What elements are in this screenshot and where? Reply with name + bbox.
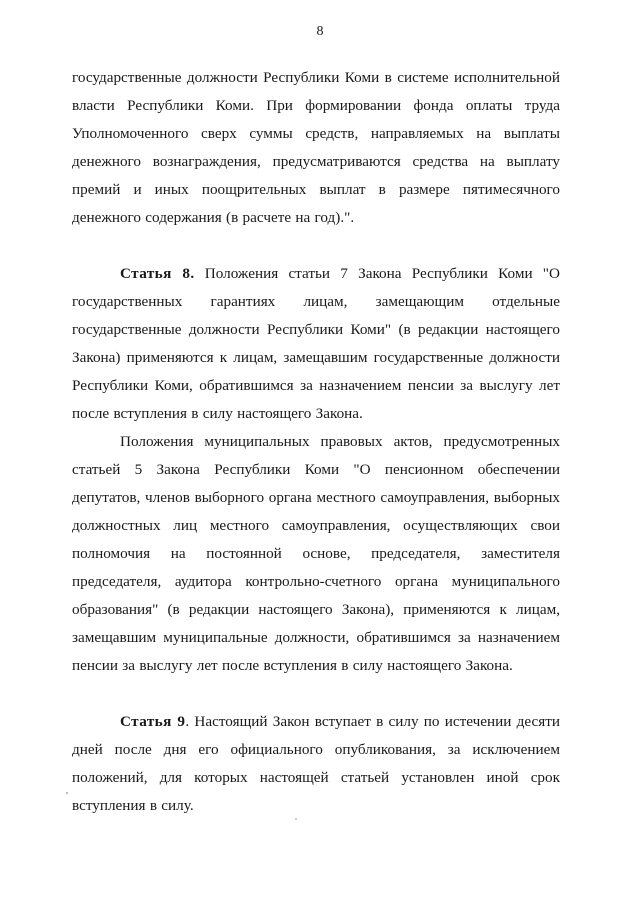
article-9-paragraph [72, 708, 560, 820]
paragraph-text: Положения муниципальных правовых актов, предусмотренных статьей 5 Закона Республики Коми "О пенсионном обеспечении депутатов, членов выборного органа местного самоуправления, выборных должностных лиц местного самоуправления, осуществляющих свои полномочия на постоянной основе, председателя, заместителя председателя, аудитора контрольно-счетного органа муниципального образования" (в редакции настоящего Закона), применяются к лицам, замещавшим муниципальные должности, обратившимся за назначением пенсии за выслугу лет после вступления в силу настоящего Закона. [72, 433, 560, 674]
paragraph-text: государственные должности Республики Коми в системе исполнительной власти Республики Коми. При формировании фонда оплаты труда Уполномоченного сверх суммы средств, направляемых на выплаты денежного вознаграждения, предусматриваются средства на выплату премий и иных поощрительных выплат в размере пятимесячного денежного содержания (в расчете на год).". [72, 69, 560, 226]
article-8-title: Статья 8. [120, 265, 195, 282]
page-number: 8 [316, 24, 324, 39]
article-9-text: . Настоящий Закон вступает в силу по истечении десяти дней после дня его официального опубликования, за исключением положений, для которых настоящей статьей установлен иной срок вступления в силу. [72, 713, 560, 814]
article-8-text: Положения статьи 7 Закона Республики Коми "О государственных гарантиях лицам, замещающим отдельные государственные должности Республики Коми" (в редакции настоящего Закона) применяются к лицам, замещавшим государственные должности Республики Коми, обратившимся за назначением пенсии за выслугу лет после вступления в силу настоящего Закона. [72, 265, 560, 422]
article-9-title: Статья 9 [120, 713, 186, 730]
article-8-second-paragraph [72, 428, 560, 680]
paragraph-continuation [72, 64, 560, 232]
document-body [72, 64, 560, 820]
scan-speck [295, 818, 297, 820]
article-8-paragraph [72, 260, 560, 428]
scan-speck [66, 792, 68, 794]
